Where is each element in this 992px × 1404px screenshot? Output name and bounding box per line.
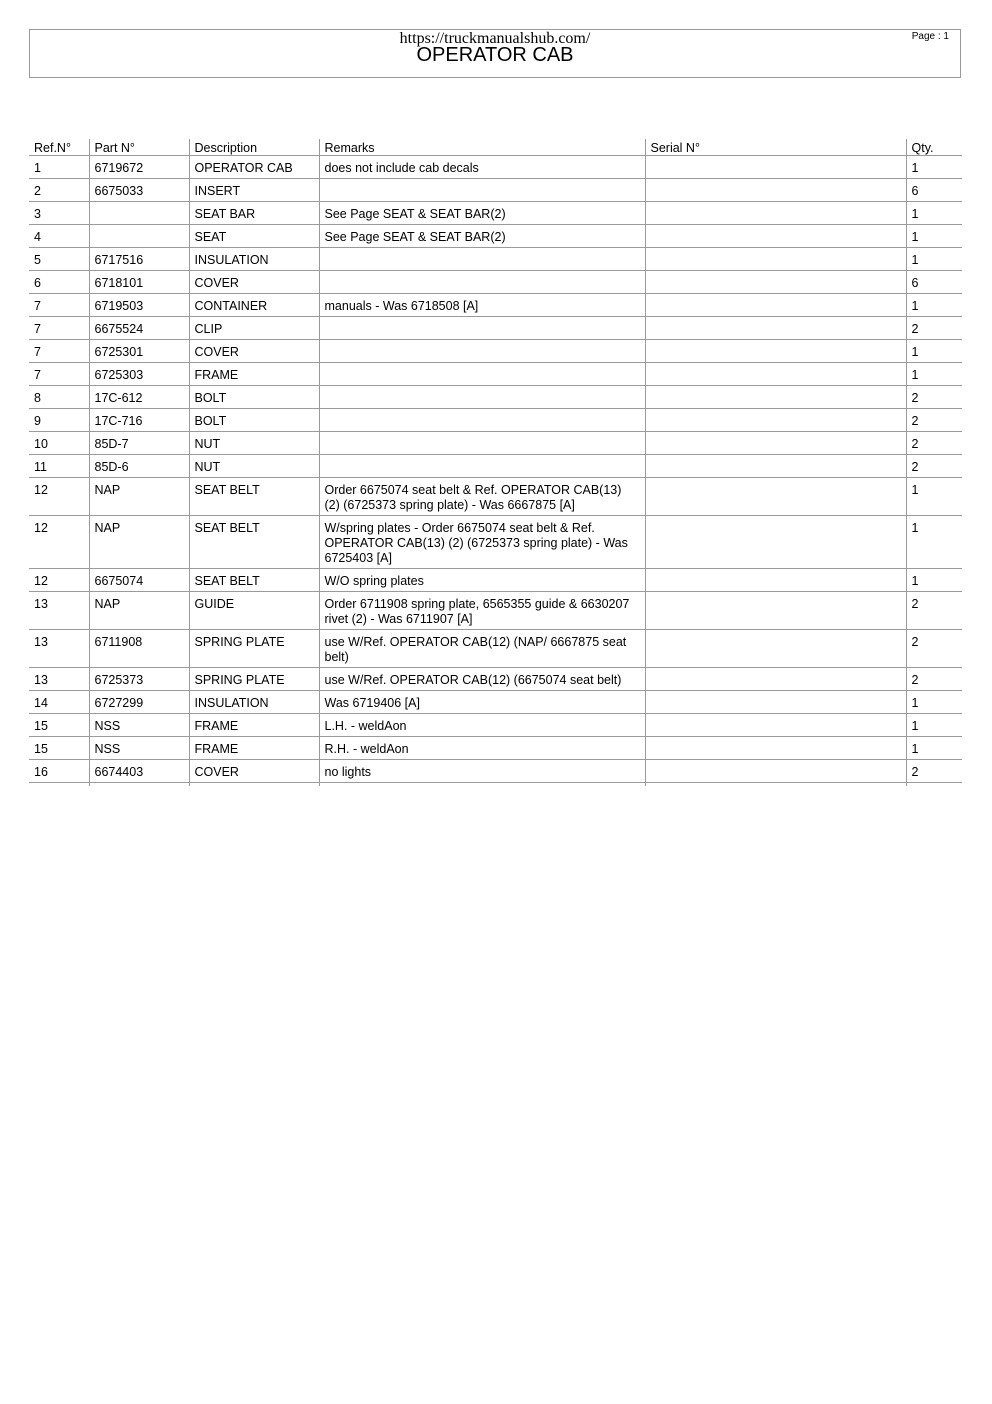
cell-ref: 15 xyxy=(29,714,89,737)
cell-serial xyxy=(645,455,906,478)
table-row xyxy=(29,630,962,668)
filler-cell xyxy=(319,783,645,787)
table-row xyxy=(29,179,962,202)
page-number: Page : 1 xyxy=(911,31,949,42)
cell-serial xyxy=(645,592,906,630)
cell-part-number: NAP xyxy=(89,592,189,630)
cell-ref: 9 xyxy=(29,409,89,432)
cell-ref: 12 xyxy=(29,516,89,569)
cell-serial xyxy=(645,478,906,516)
cell-remarks xyxy=(319,248,645,271)
cell-ref: 13 xyxy=(29,592,89,630)
cell-part-number: 6717516 xyxy=(89,248,189,271)
cell-description: BOLT xyxy=(189,409,319,432)
cell-part-number: NSS xyxy=(89,737,189,760)
cell-ref: 6 xyxy=(29,271,89,294)
parts-table-body xyxy=(29,156,962,787)
cell-description: CLIP xyxy=(189,317,319,340)
cell-description: CONTAINER xyxy=(189,294,319,317)
cell-part-number: 17C-716 xyxy=(89,409,189,432)
cell-ref: 3 xyxy=(29,202,89,225)
cell-ref: 5 xyxy=(29,248,89,271)
cell-ref: 16 xyxy=(29,760,89,783)
table-row xyxy=(29,202,962,225)
column-header-remarks: Remarks xyxy=(319,139,645,156)
cell-serial xyxy=(645,760,906,783)
column-header-description: Description xyxy=(189,139,319,156)
cell-qty: 1 xyxy=(906,714,962,737)
cell-remarks xyxy=(319,317,645,340)
cell-description: COVER xyxy=(189,760,319,783)
cell-serial xyxy=(645,179,906,202)
cell-description: SEAT BAR xyxy=(189,202,319,225)
cell-remarks: W/spring plates - Order 6675074 seat belt & Ref. OPERATOR CAB(13) (2) (6725373 spring plate) - Was 6725403 [A] xyxy=(319,516,645,569)
table-row xyxy=(29,156,962,179)
cell-serial xyxy=(645,386,906,409)
cell-qty: 2 xyxy=(906,592,962,630)
cell-part-number: 6675524 xyxy=(89,317,189,340)
cell-remarks: Order 6675074 seat belt & Ref. OPERATOR CAB(13) (2) (6725373 spring plate) - Was 6667875 [A] xyxy=(319,478,645,516)
column-header-serial: Serial N° xyxy=(645,139,906,156)
cell-serial xyxy=(645,225,906,248)
table-row xyxy=(29,432,962,455)
cell-qty: 1 xyxy=(906,363,962,386)
cell-qty: 6 xyxy=(906,179,962,202)
cell-description: INSERT xyxy=(189,179,319,202)
cell-remarks: R.H. - weldAon xyxy=(319,737,645,760)
table-row xyxy=(29,592,962,630)
cell-qty: 2 xyxy=(906,668,962,691)
table-row xyxy=(29,737,962,760)
table-row xyxy=(29,691,962,714)
cell-description: FRAME xyxy=(189,363,319,386)
cell-description: SEAT BELT xyxy=(189,516,319,569)
cell-part-number xyxy=(89,202,189,225)
page-title: OPERATOR CAB xyxy=(416,44,574,66)
cell-serial xyxy=(645,691,906,714)
cell-qty: 1 xyxy=(906,248,962,271)
cell-part-number: 6725373 xyxy=(89,668,189,691)
column-header-ref: Ref.N° xyxy=(29,139,89,156)
table-row xyxy=(29,569,962,592)
filler-cell xyxy=(645,783,906,787)
cell-part-number: NAP xyxy=(89,516,189,569)
table-row xyxy=(29,714,962,737)
table-header-row xyxy=(29,139,962,156)
cell-remarks: Was 6719406 [A] xyxy=(319,691,645,714)
cell-ref: 7 xyxy=(29,317,89,340)
filler-cell xyxy=(89,783,189,787)
cell-qty: 2 xyxy=(906,386,962,409)
cell-part-number: 6719672 xyxy=(89,156,189,179)
cell-remarks: W/O spring plates xyxy=(319,569,645,592)
cell-description: INSULATION xyxy=(189,248,319,271)
cell-part-number: 6718101 xyxy=(89,271,189,294)
cell-description: SPRING PLATE xyxy=(189,630,319,668)
cell-description: FRAME xyxy=(189,737,319,760)
cell-remarks: use W/Ref. OPERATOR CAB(12) (6675074 seat belt) xyxy=(319,668,645,691)
cell-ref: 1 xyxy=(29,156,89,179)
cell-description: FRAME xyxy=(189,714,319,737)
cell-ref: 7 xyxy=(29,363,89,386)
table-row xyxy=(29,225,962,248)
cell-serial xyxy=(645,202,906,225)
cell-ref: 7 xyxy=(29,294,89,317)
table-filler-row xyxy=(29,783,962,787)
cell-part-number: 6711908 xyxy=(89,630,189,668)
cell-qty: 6 xyxy=(906,271,962,294)
cell-qty: 1 xyxy=(906,202,962,225)
cell-part-number: 6727299 xyxy=(89,691,189,714)
cell-serial xyxy=(645,516,906,569)
table-row xyxy=(29,760,962,783)
cell-remarks xyxy=(319,455,645,478)
cell-remarks: does not include cab decals xyxy=(319,156,645,179)
cell-part-number: 6719503 xyxy=(89,294,189,317)
cell-qty: 1 xyxy=(906,340,962,363)
cell-serial xyxy=(645,271,906,294)
cell-remarks xyxy=(319,432,645,455)
cell-ref: 13 xyxy=(29,630,89,668)
cell-description: NUT xyxy=(189,455,319,478)
table-row xyxy=(29,317,962,340)
cell-description: OPERATOR CAB xyxy=(189,156,319,179)
cell-ref: 4 xyxy=(29,225,89,248)
cell-part-number: 6725301 xyxy=(89,340,189,363)
parts-table xyxy=(29,139,962,786)
cell-serial xyxy=(645,737,906,760)
cell-remarks xyxy=(319,363,645,386)
cell-qty: 1 xyxy=(906,225,962,248)
table-row xyxy=(29,363,962,386)
cell-qty: 2 xyxy=(906,630,962,668)
cell-qty: 2 xyxy=(906,409,962,432)
cell-remarks: manuals - Was 6718508 [A] xyxy=(319,294,645,317)
table-row xyxy=(29,668,962,691)
cell-part-number xyxy=(89,225,189,248)
cell-serial xyxy=(645,156,906,179)
cell-description: NUT xyxy=(189,432,319,455)
cell-remarks xyxy=(319,179,645,202)
cell-remarks: See Page SEAT & SEAT BAR(2) xyxy=(319,225,645,248)
cell-qty: 2 xyxy=(906,760,962,783)
cell-remarks xyxy=(319,386,645,409)
cell-ref: 10 xyxy=(29,432,89,455)
cell-remarks xyxy=(319,340,645,363)
cell-qty: 2 xyxy=(906,317,962,340)
cell-part-number: 85D-6 xyxy=(89,455,189,478)
cell-description: COVER xyxy=(189,340,319,363)
cell-description: SEAT xyxy=(189,225,319,248)
filler-cell xyxy=(906,783,962,787)
cell-ref: 2 xyxy=(29,179,89,202)
cell-remarks xyxy=(319,271,645,294)
cell-part-number: 6674403 xyxy=(89,760,189,783)
table-row xyxy=(29,409,962,432)
cell-description: GUIDE xyxy=(189,592,319,630)
cell-serial xyxy=(645,340,906,363)
cell-ref: 15 xyxy=(29,737,89,760)
cell-serial xyxy=(645,363,906,386)
cell-description: BOLT xyxy=(189,386,319,409)
cell-qty: 1 xyxy=(906,294,962,317)
site-url[interactable]: https://truckmanualshub.com/ xyxy=(399,30,591,47)
table-row xyxy=(29,386,962,409)
column-header-qty: Qty. xyxy=(906,139,962,156)
cell-ref: 12 xyxy=(29,569,89,592)
cell-description: INSULATION xyxy=(189,691,319,714)
cell-ref: 12 xyxy=(29,478,89,516)
cell-ref: 11 xyxy=(29,455,89,478)
table-row xyxy=(29,340,962,363)
filler-cell xyxy=(189,783,319,787)
cell-serial xyxy=(645,317,906,340)
cell-qty: 1 xyxy=(906,478,962,516)
cell-serial xyxy=(645,569,906,592)
cell-description: COVER xyxy=(189,271,319,294)
cell-remarks: See Page SEAT & SEAT BAR(2) xyxy=(319,202,645,225)
cell-remarks: use W/Ref. OPERATOR CAB(12) (NAP/ 6667875 seat belt) xyxy=(319,630,645,668)
table-row xyxy=(29,455,962,478)
cell-serial xyxy=(645,432,906,455)
cell-part-number: 85D-7 xyxy=(89,432,189,455)
cell-ref: 13 xyxy=(29,668,89,691)
cell-qty: 1 xyxy=(906,516,962,569)
cell-part-number: 6725303 xyxy=(89,363,189,386)
cell-part-number: 6675033 xyxy=(89,179,189,202)
cell-qty: 1 xyxy=(906,569,962,592)
cell-serial xyxy=(645,714,906,737)
cell-part-number: NSS xyxy=(89,714,189,737)
cell-part-number: 17C-612 xyxy=(89,386,189,409)
cell-ref: 7 xyxy=(29,340,89,363)
table-row xyxy=(29,294,962,317)
cell-qty: 1 xyxy=(906,156,962,179)
cell-qty: 2 xyxy=(906,432,962,455)
cell-serial xyxy=(645,630,906,668)
page-header xyxy=(29,29,961,78)
cell-part-number: 6675074 xyxy=(89,569,189,592)
cell-serial xyxy=(645,294,906,317)
cell-remarks: Order 6711908 spring plate, 6565355 guide & 6630207 rivet (2) - Was 6711907 [A] xyxy=(319,592,645,630)
cell-qty: 1 xyxy=(906,691,962,714)
cell-description: SPRING PLATE xyxy=(189,668,319,691)
table-row xyxy=(29,271,962,294)
cell-qty: 1 xyxy=(906,737,962,760)
cell-ref: 8 xyxy=(29,386,89,409)
cell-description: SEAT BELT xyxy=(189,569,319,592)
cell-serial xyxy=(645,668,906,691)
cell-serial xyxy=(645,248,906,271)
cell-part-number: NAP xyxy=(89,478,189,516)
column-header-part: Part N° xyxy=(89,139,189,156)
cell-qty: 2 xyxy=(906,455,962,478)
cell-remarks xyxy=(319,409,645,432)
cell-remarks: no lights xyxy=(319,760,645,783)
filler-cell xyxy=(29,783,89,787)
cell-ref: 14 xyxy=(29,691,89,714)
table-row xyxy=(29,248,962,271)
cell-remarks: L.H. - weldAon xyxy=(319,714,645,737)
cell-description: SEAT BELT xyxy=(189,478,319,516)
table-row xyxy=(29,478,962,516)
cell-serial xyxy=(645,409,906,432)
table-row xyxy=(29,516,962,569)
